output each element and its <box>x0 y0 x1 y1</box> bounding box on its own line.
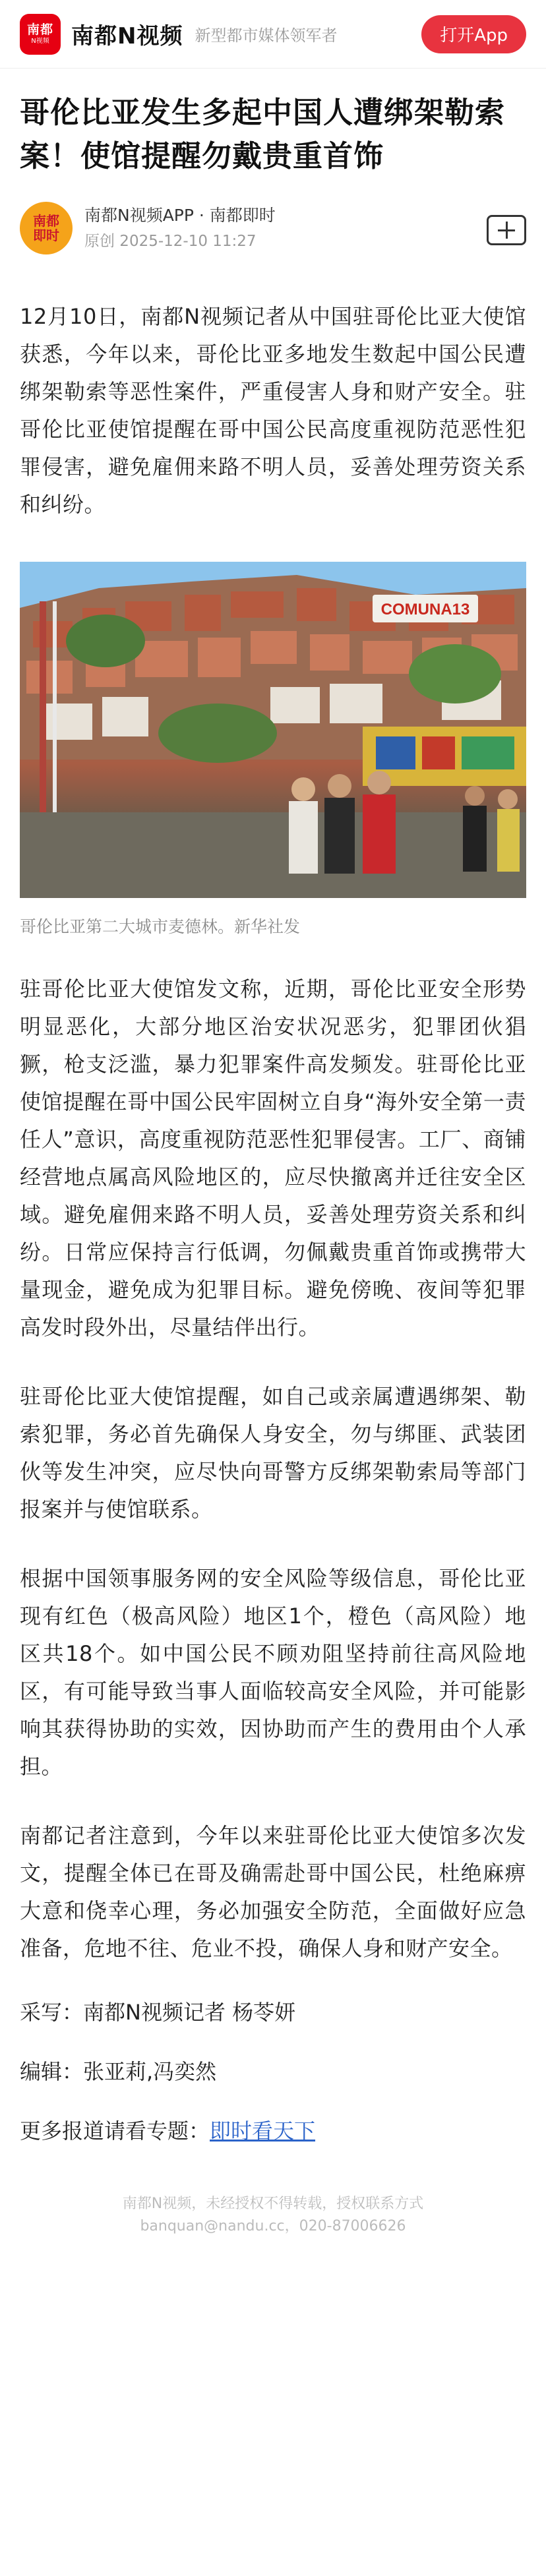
logo-text-main: 南都 <box>26 22 53 37</box>
reporter-credit: 采写：南都N视频记者 杨苓妍 <box>20 2000 296 2025</box>
article-photo[interactable] <box>20 562 526 898</box>
follow-plus-button[interactable] <box>487 215 526 245</box>
app-header <box>0 0 546 69</box>
avatar[interactable] <box>20 202 73 255</box>
more-reports <box>0 2115 546 2147</box>
topic-link[interactable]: 即时看天下 <box>210 2118 316 2143</box>
article-paragraph: 南都记者注意到，今年以来驻哥伦比亚大使馆多次发文，提醒全体已在哥及确需赴哥中国公民，杜绝麻痹大意和侥幸心理，务必加强安全防范，全面做好应急准备，危地不往、危业不投，确保人身和财产安全。 <box>20 1823 526 1961</box>
open-app-button[interactable]: 打开App <box>421 15 526 53</box>
plus-icon-vertical <box>506 222 508 239</box>
publish-meta: 原创 2025-12-10 11:27 <box>84 233 257 250</box>
copyright-line-2: banquan@nandu.cc，020-87006626 <box>140 2218 406 2234</box>
author-bar <box>0 178 546 255</box>
editor-credit: 编辑：张亚莉,冯奕然 <box>20 2059 217 2084</box>
brand-slogan: 新型都市媒体领军者 <box>195 26 338 45</box>
article-paragraph: 12月10日，南都N视频记者从中国驻哥伦比亚大使馆获悉，今年以来，哥伦比亚多地发生数起中国公民遭绑架勒索等恶性案件，严重侵害人身和财产安全。驻哥伦比亚使馆提醒在哥中国公民高度重视防范恶性犯罪侵害，避免雇佣来路不明人员，妥善处理劳资关系和纠纷。 <box>20 304 526 517</box>
more-reports-label: 更多报道请看专题： <box>20 2118 210 2143</box>
copyright-footer <box>0 2193 546 2264</box>
article-title: 哥伦比亚发生多起中国人遭绑架勒索案！使馆提醒勿戴贵重首饰 <box>20 95 506 173</box>
article-paragraph: 根据中国领事服务网的安全风险等级信息，哥伦比亚现有红色（极高风险）地区1个，橙色（高风险）地区共18个。如中国公民不顾劝阻坚持前往高风险地区，有可能导致当事人面临较高安全风险，并可能影响其获得协助的实效，因协助而产生的费用由个人承担。 <box>20 1566 526 1779</box>
article-paragraph: 驻哥伦比亚大使馆发文称，近期，哥伦比亚安全形势明显恶化，大部分地区治安状况恶劣，犯罪团伙猖獗，枪支泛滥，暴力犯罪案件高发频发。驻哥伦比亚使馆提醒在哥中国公民牢固树立自身“海外安全第一责任人”意识，高度重视防范恶性犯罪侵害。工厂、商铺经营地点属高风险地区的，应尽快撤离并迁往安全区域。避免雇佣来路不明人员，妥善处理劳资关系和纠纷。日常应保持言行低调，勿佩戴贵重首饰或携带大量现金，避免成为犯罪目标。避免傍晚、夜间等犯罪高发时段外出，尽量结伴出行。 <box>20 976 526 1340</box>
brand-name: 南都N视频 <box>71 23 183 49</box>
app-logo[interactable] <box>20 14 61 55</box>
author-info <box>84 204 276 253</box>
photo-sign-text: COMUNA13 <box>380 601 470 618</box>
article-paragraph: 驻哥伦比亚大使馆提醒，如自己或亲属遭遇绑架、勒索犯罪，务必首先确保人身安全，勿与绑匪、武装团伙等发生冲突，应尽快向哥警方反绑架勒索局等部门报案并与使馆联系。 <box>20 1384 526 1522</box>
logo-text-sub: N视频 <box>31 37 49 45</box>
copyright-line-1: 南都N视频，未经授权不得转载，授权联系方式 <box>122 2196 424 2212</box>
avatar-text-2: 即时 <box>33 227 59 243</box>
photo-illustration <box>20 562 526 898</box>
photo-caption: 哥伦比亚第二大城市麦德林。新华社发 <box>20 917 301 936</box>
author-source[interactable]: 南都N视频APP · 南都即时 <box>84 206 276 225</box>
avatar-text-1: 南都 <box>33 213 59 229</box>
